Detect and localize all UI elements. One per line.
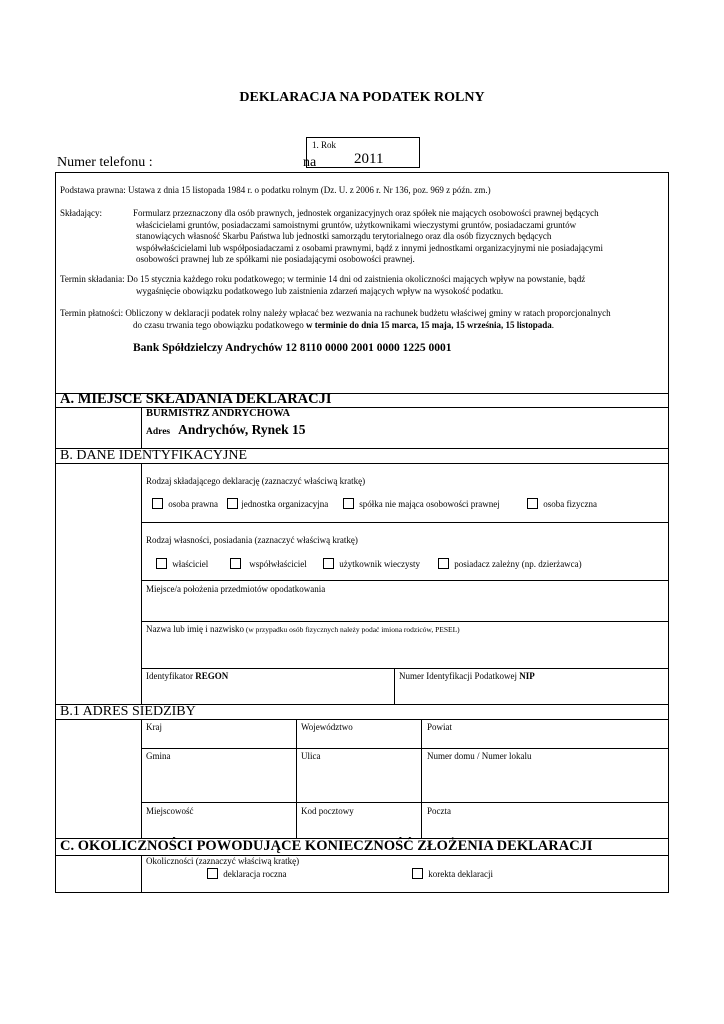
submitter-type-label: Rodzaj składającego deklarację (zaznaczyć właściwą kratkę) bbox=[146, 476, 366, 486]
option-osoba-fizyczna[interactable] bbox=[527, 498, 597, 509]
address-row bbox=[146, 421, 306, 439]
submitter-line: właścicielami gruntów, posiadaczami samoistnymi gruntów, użytkownikami wieczystymi gruntów, posiadaczami gruntów bbox=[136, 219, 577, 230]
nip-field[interactable] bbox=[395, 669, 668, 704]
submitter-line: Formularz przeznaczony dla osób prawnych, jednostek organizacyjnych oraz spółek nie mających osobowości prawnej będących bbox=[133, 208, 599, 218]
submitter-text bbox=[133, 208, 668, 266]
address-value: Andrychów, Rynek 15 bbox=[178, 422, 306, 437]
option-wspolwlasciciel[interactable] bbox=[230, 558, 307, 569]
section-b-title: B. DANE IDENTYFIKACYJNE bbox=[60, 448, 248, 463]
year-value: 2011 bbox=[354, 151, 384, 167]
nip-text: Numer Identyfikacji Podatkowej bbox=[399, 671, 520, 681]
field-kraj[interactable]: Kraj bbox=[146, 722, 162, 732]
address-label: Adres bbox=[146, 427, 171, 437]
field-kod-pocztowy[interactable]: Kod pocztowy bbox=[301, 806, 354, 816]
option-osoba-prawna[interactable] bbox=[152, 498, 218, 509]
option-label: jednostka organizacyjna bbox=[241, 499, 329, 509]
deadline-line-1: Termin składania: Do 15 stycznia każdego roku podatkowego; w terminie 14 dni od zaistnienia okoliczności mających wpływ na powstanie, bądź bbox=[60, 274, 586, 284]
name-field[interactable] bbox=[142, 622, 668, 668]
field-ulica[interactable]: Ulica bbox=[301, 751, 321, 761]
payment-line-2 bbox=[133, 320, 554, 332]
year-label: 1. Rok bbox=[312, 140, 337, 150]
na-label: na bbox=[303, 155, 317, 170]
circumstances-label: Okoliczności (zaznaczyć właściwą kratkę) bbox=[146, 856, 300, 866]
nip-bold: NIP bbox=[519, 671, 535, 681]
field-miejscowosc[interactable]: Miejscowość bbox=[146, 806, 194, 816]
option-deklaracja-roczna[interactable] bbox=[207, 868, 286, 879]
option-jednostka-organizacyjna[interactable] bbox=[227, 498, 328, 509]
location-field[interactable] bbox=[142, 581, 668, 621]
field-powiat[interactable]: Powiat bbox=[427, 722, 453, 732]
option-wlasciciel[interactable] bbox=[156, 558, 208, 569]
payment-dot: . bbox=[551, 320, 555, 330]
checkbox[interactable] bbox=[412, 868, 423, 879]
checkbox[interactable] bbox=[527, 498, 538, 509]
checkbox[interactable] bbox=[152, 498, 163, 509]
year-box[interactable] bbox=[306, 137, 420, 168]
regon-bold: REGON bbox=[195, 671, 229, 681]
phone-label: Numer telefonu : bbox=[57, 155, 153, 170]
submitter-line: współwłaścicielami lub współposiadaczami z osobami prawnymi, bądź z innymi jednostkami organizacyjnymi nie posiadającymi bbox=[136, 242, 603, 253]
field-numer-domu[interactable]: Numer domu / Numer lokalu bbox=[427, 751, 532, 761]
option-label: osoba prawna bbox=[168, 499, 218, 509]
section-b1-title: B.1 ADRES SIEDZIBY bbox=[60, 704, 196, 719]
option-korekta-deklaracji[interactable] bbox=[412, 868, 493, 879]
bank-account: Bank Spółdzielczy Andrychów 12 8110 0000 2001 0000 1225 0001 bbox=[133, 342, 452, 354]
option-label: spółka nie mająca osobowości prawnej bbox=[359, 499, 500, 509]
office-name: BURMISTRZ ANDRYCHOWA bbox=[146, 408, 291, 419]
option-spolka[interactable] bbox=[343, 498, 500, 509]
option-uzytkownik-wieczysty[interactable] bbox=[323, 558, 420, 569]
location-label: Miejsce/a położenia przedmiotów opodatkowania bbox=[146, 584, 326, 594]
deadline-line-2: wygaśnięcie obowiązku podatkowego lub zaistnienia zdarzeń mających wpływ na wysokość podatku. bbox=[136, 286, 504, 296]
checkbox[interactable] bbox=[227, 498, 238, 509]
field-wojewodztwo[interactable]: Województwo bbox=[301, 722, 353, 732]
checkbox[interactable] bbox=[438, 558, 449, 569]
option-label: osoba fizyczna bbox=[543, 499, 597, 509]
submitter-label: Składający: bbox=[60, 208, 102, 218]
checkbox[interactable] bbox=[207, 868, 218, 879]
section-a-title: A. MIEJSCE SKŁADANIA DEKLARACJI bbox=[60, 391, 332, 407]
option-label: posiadacz zależny (np. dzierżawca) bbox=[454, 559, 582, 569]
option-posiadacz-zalezny[interactable] bbox=[438, 558, 582, 569]
section-c-title: C. OKOLICZNOŚCI POWODUJĄCE KONIECZNOŚĆ ZŁOŻENIA DEKLARACJI bbox=[60, 838, 593, 854]
field-poczta[interactable]: Poczta bbox=[427, 806, 451, 816]
submitter-line: osobowości prawnej lub ze spółkami nie posiadającymi osobowości prawnej. bbox=[136, 254, 415, 264]
option-label: właściciel bbox=[172, 559, 209, 569]
payment-line-1: Termin płatności: Obliczony w deklaracji podatek rolny należy wpłacać bez wezwania na rachunek budżetu właściwej gminy w ratach proporcjonalnych bbox=[60, 308, 611, 318]
regon-field[interactable] bbox=[142, 669, 393, 704]
regon-text: Identyfikator bbox=[146, 671, 196, 681]
name-note: (w przypadku osób fizycznych należy podać imiona rodziców, PESEL) bbox=[243, 625, 460, 634]
name-label: Nazwa lub imię i nazwisko bbox=[146, 624, 244, 634]
checkbox[interactable] bbox=[156, 558, 167, 569]
option-label: deklaracja roczna bbox=[223, 869, 287, 879]
submitter-line: stanowiących własność Skarbu Państwa lub jednostki samorządu terytorialnego oraz dla osób fizycznych będących bbox=[136, 231, 552, 241]
legal-basis: Podstawa prawna: Ustawa z dnia 15 listopada 1984 r. o podatku rolnym (Dz. U. z 2006 r. Nr 136, poz. 969 z późn. zm.) bbox=[60, 185, 491, 195]
field-gmina[interactable]: Gmina bbox=[146, 751, 171, 761]
payment-text: do czasu trwania tego obowiązku podatkowego bbox=[133, 320, 306, 330]
checkbox[interactable] bbox=[323, 558, 334, 569]
payment-dates: w terminie do dnia 15 marca, 15 maja, 15 września, 15 listopada bbox=[305, 320, 552, 330]
option-label: współwłaściciel bbox=[249, 559, 307, 569]
checkbox[interactable] bbox=[230, 558, 241, 569]
option-label: korekta deklaracji bbox=[428, 869, 493, 879]
checkbox[interactable] bbox=[343, 498, 354, 509]
form-title: DEKLARACJA NA PODATEK ROLNY bbox=[239, 90, 485, 105]
ownership-label: Rodzaj własności, posiadania (zaznaczyć właściwą kratkę) bbox=[146, 535, 358, 545]
option-label: użytkownik wieczysty bbox=[339, 559, 420, 569]
